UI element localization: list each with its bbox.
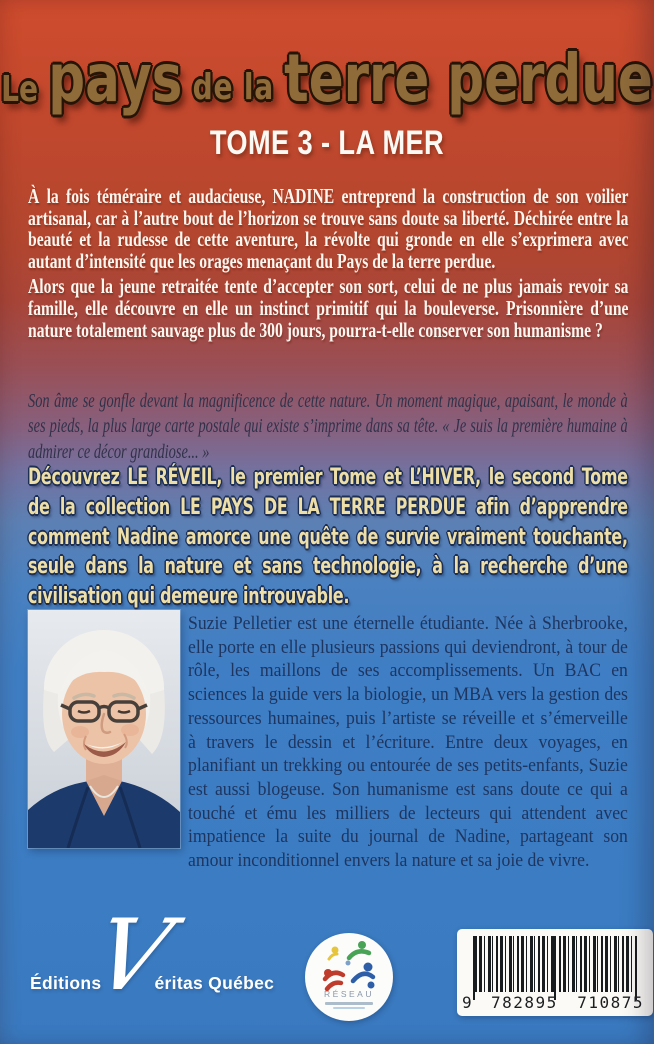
- book-subtitle: TOME 3 - LA MER: [209, 124, 445, 162]
- author-photo: [28, 610, 180, 848]
- barcode-digit-group: 782895: [491, 993, 558, 1012]
- series-promo-text: Découvrez LE RÉVEIL, le premier Tome et L’HIVER, le second Tome de la collection LE PAYS DE LA TERRE PERDUE afin d’apprendre comment Nadine amorce une quête de survie vraiment touchante, seule dans la nature et sans technologie, à la recherche d’une civilisation qui demeure introuvable.: [28, 465, 628, 610]
- publisher-logo: [30, 899, 275, 1013]
- synopsis: [28, 186, 628, 341]
- publisher-v-monogram: V: [83, 899, 183, 1013]
- barcode-guard-bar: [635, 936, 637, 1000]
- barcode-guard-bar: [473, 936, 475, 1000]
- reseau-smallprint-line: [325, 1002, 373, 1005]
- reseau-label: RÉSEAU: [324, 989, 374, 999]
- synopsis-paragraph-1: À la fois téméraire et audacieuse, NADINE entreprend la construction de son voilier artisanal, car à l’autre bout de l’horizon se trouve sans doute sa liberté. Déchirée entre la beauté et la rudesse de cette aventure, la révolte qui gronde en elle s’exprimera avec autant d’intensité que les orages menaçant du Pays de la terre perdue.: [28, 184, 629, 273]
- publisher-veritas-label: éritas Québec: [154, 973, 275, 993]
- title-word-le: Le: [1, 69, 39, 110]
- barcode-digit-group: 710875: [577, 993, 644, 1012]
- barcode-guard-bar: [554, 936, 556, 1000]
- reseau-smallprint-line: [333, 1007, 365, 1009]
- barcode-digit-group: 9: [462, 993, 472, 1012]
- title-word-pays: pays: [48, 40, 183, 117]
- reseau-logo: [305, 933, 393, 1021]
- synopsis-paragraph-2: Alors que la jeune retraitée tente d’accepter son sort, celui de ne plus jamais revoir sa famille, elle découvre en elle un instinct primitif qui la bouleverse. Prisonnière d’une nature totalement sauvage plus de 300 jours, pourra-t-elle conserver son humanisme ?: [28, 274, 629, 342]
- barcode: [457, 929, 653, 1016]
- title-word-de-la: de la: [192, 67, 274, 108]
- author-bio: Suzie Pelletier est une éternelle étudiante. Née à Sherbrooke, elle porte en elle plusieurs passions qui deviendront, à tour de rôle, les maillons de ses accomplissements. Un BAC en sciences la guide vers la biologie, un MBA vers la gestion des ressources humaines, puis l’artiste se réveille et s’émerveille à travers le dessin et l’écriture. Entre deux voyages, en planifiant un trekking ou entourée de ses petits-enfants, Suzie est aussi blogeuse. Son humanisme est sans doute ce qui a touché et ému les milliers de lecteurs qui attendent avec impatience la suite du journal de Nadine, partageant son amour inconditionnel envers la nature et sa joie de vivre.: [188, 613, 628, 872]
- publisher-editions-label: Éditions: [30, 973, 102, 993]
- title-word-terre-perdue: terre perdue: [284, 40, 653, 117]
- barcode-number: [462, 993, 644, 1012]
- book-title: [1, 40, 653, 117]
- excerpt-quote: Son âme se gonfle devant la magnificence de cette nature. Un moment magique, apaisant, le monde à ses pieds, la plus large carte postale qui existe s’imprime dans sa tête. « Je suis la première humaine à admirer ce décor grandiose... »: [28, 390, 628, 463]
